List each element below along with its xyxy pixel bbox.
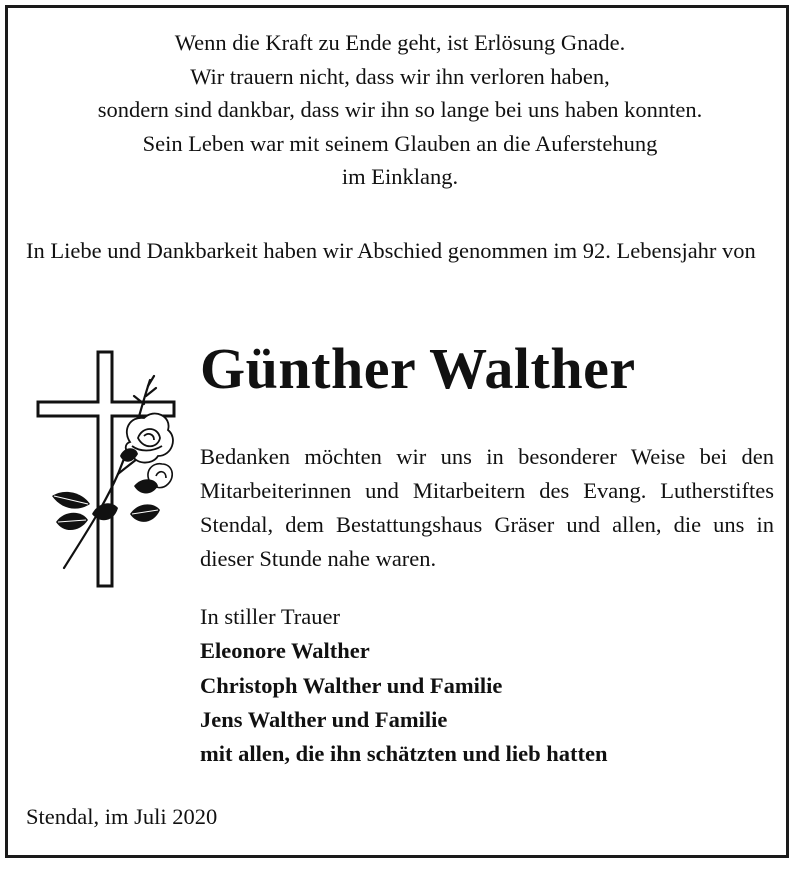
mourner-name: Christoph Walther und Familie: [200, 672, 503, 698]
place-date: Stendal, im Juli 2020: [26, 804, 218, 829]
deceased-name: Günther Walther: [200, 336, 636, 401]
memorial-verse: [0, 26, 800, 194]
verse-line: Sein Leben war mit seinem Glauben an die Auferstehung: [142, 130, 658, 156]
mourner-name: Jens Walther und Familie: [200, 706, 448, 732]
verse-line: sondern sind dankbar, dass wir ihn so lange bei uns haben konnten.: [97, 97, 703, 122]
cross-with-rose-icon: [34, 346, 184, 592]
mourner-name: Eleonore Walther: [200, 638, 370, 664]
verse-line: Wenn die Kraft zu Ende geht, ist Erlösung Gnade.: [174, 30, 626, 55]
mourners-block: [200, 600, 608, 771]
mourner-name: mit allen, die ihn schätzten und lieb hatten: [200, 741, 608, 767]
mourners-heading: In stiller Trauer: [200, 604, 340, 629]
verse-line: Wir trauern nicht, dass wir ihn verloren haben,: [190, 63, 610, 89]
thanks-paragraph: Bedanken möchten wir uns in besonderer Weise bei den Mitarbeiterinnen und Mitarbeitern des Evang. Lutherstiftes Stendal, dem Bestattungshaus Gräser und allen, die uns in dieser Stunde nahe waren.: [200, 444, 774, 571]
farewell-intro: In Liebe und Dankbarkeit haben wir Abschied genommen im 92. Lebensjahr von: [26, 238, 756, 263]
verse-line: im Einklang.: [341, 164, 459, 189]
